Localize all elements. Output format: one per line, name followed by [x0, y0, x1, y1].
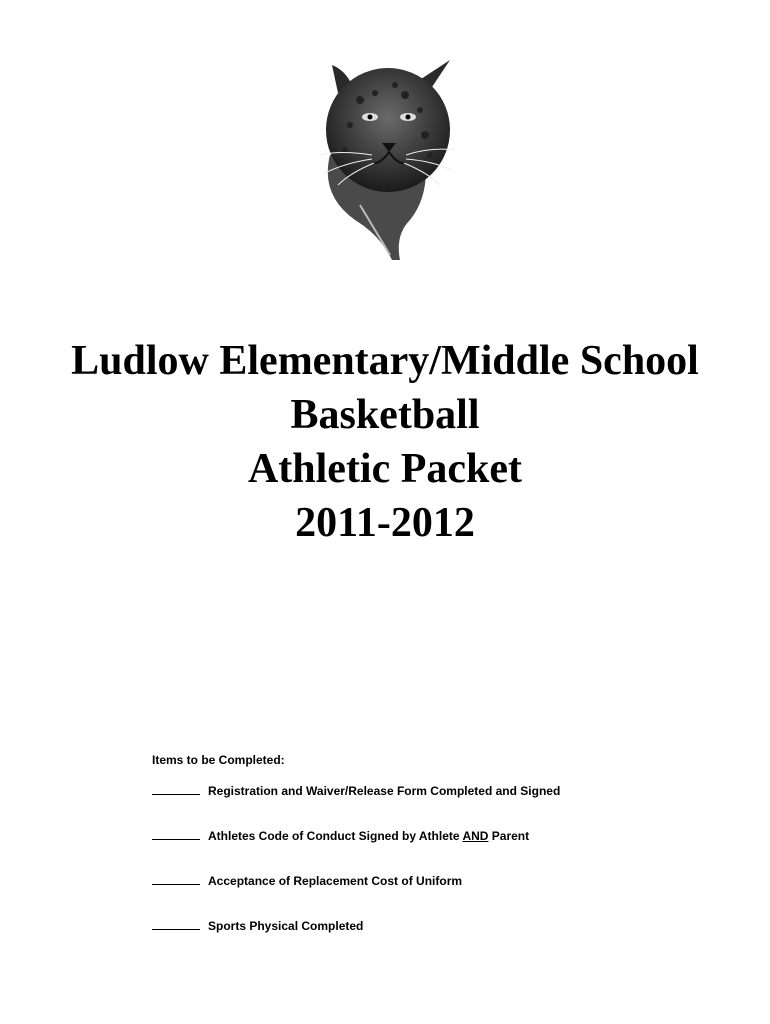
label-emphasis-and: AND	[462, 829, 489, 843]
panther-head-icon	[300, 55, 460, 263]
checkoff-blank[interactable]	[152, 872, 200, 885]
title-packet: Athletic Packet	[247, 446, 523, 492]
checkoff-blank[interactable]	[152, 827, 200, 840]
checkoff-blank[interactable]	[152, 917, 200, 930]
title-season: 2011-2012	[295, 500, 475, 546]
completion-checklist	[152, 752, 712, 962]
checklist-item-label: Acceptance of Replacement Cost of Uniform	[208, 874, 463, 888]
checklist-item-physical	[152, 917, 712, 962]
checklist-heading: Items to be Completed:	[152, 753, 285, 767]
checklist-item-label: Registration and Waiver/Release Form Completed and Signed	[208, 784, 561, 798]
checklist-item-code-of-conduct	[152, 827, 712, 872]
document-title	[0, 334, 770, 550]
title-sport: Basketball	[290, 392, 480, 438]
checklist-item-uniform-cost	[152, 872, 712, 917]
label-part-before: Athletes Code of Conduct Signed by Athlete	[208, 829, 463, 843]
title-school-name: Ludlow Elementary/Middle School	[71, 338, 699, 384]
checklist-item-label	[208, 828, 529, 844]
checkoff-blank[interactable]	[152, 782, 200, 795]
label-part-after: Parent	[488, 829, 530, 843]
checklist-item-registration	[152, 782, 712, 827]
checklist-item-label: Sports Physical Completed	[208, 919, 364, 933]
